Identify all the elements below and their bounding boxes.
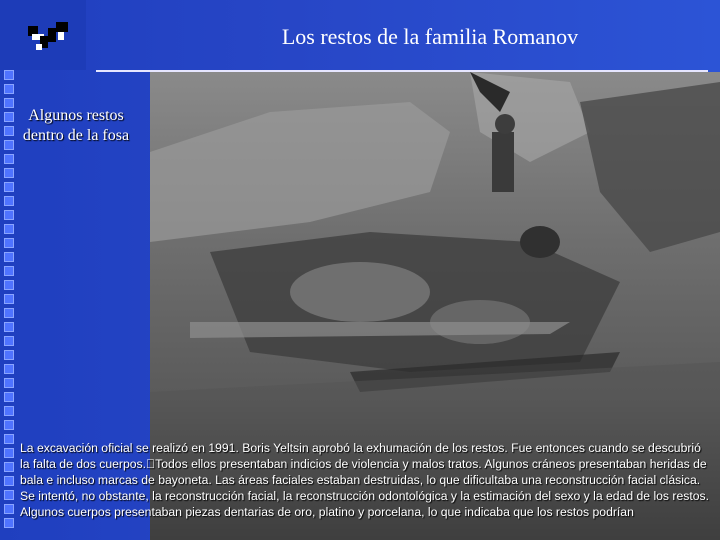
strip-square [4, 336, 14, 346]
strip-square [4, 224, 14, 234]
strip-square [4, 392, 14, 402]
strip-square [4, 266, 14, 276]
strip-square [4, 294, 14, 304]
logo-area [0, 0, 86, 70]
strip-square [4, 154, 14, 164]
strip-square [4, 378, 14, 388]
logo-icon [22, 18, 78, 58]
strip-square [4, 70, 14, 80]
strip-square [4, 364, 14, 374]
strip-square [4, 210, 14, 220]
strip-square [4, 504, 14, 514]
strip-square [4, 308, 14, 318]
strip-square [4, 406, 14, 416]
strip-square [4, 252, 14, 262]
strip-square [4, 280, 14, 290]
strip-square [4, 196, 14, 206]
strip-square [4, 350, 14, 360]
strip-square [4, 448, 14, 458]
strip-square [4, 476, 14, 486]
strip-square [4, 462, 14, 472]
strip-square [4, 182, 14, 192]
strip-square [4, 490, 14, 500]
slide-title: Los restos de la familia Romanov [281, 24, 579, 49]
body-text: La excavación oficial se realizó en 1991. Boris Yeltsin aprobó la exhumación de los restos. Fue entonces cuando se descubrió la falta de dos cuerpos. Todos ellos presentaban indicios de violencia y malos tratos. Algunos cráneos presentaban heridas de bala e incluso marcas de bayoneta. Las áreas faciales estaban destruidas, lo que dificultaba una reconstrucción facial clásica. Se intentó, no obstante, la reconstrucción facial, la reconstrucción odontológica y la estimación del sexo y la edad de los restos. Algunos cuerpos presentaban piezas dentarias de oro, platino y porcelana, lo que indicaba que los restos podrían [20, 441, 709, 519]
strip-square [4, 238, 14, 248]
strip-square [4, 84, 14, 94]
side-caption: Algunos restos dentro de la fosa [22, 107, 130, 144]
strip-square [4, 434, 14, 444]
strip-square [4, 322, 14, 332]
strip-square [4, 168, 14, 178]
strip-square [4, 518, 14, 528]
strip-square [4, 420, 14, 430]
